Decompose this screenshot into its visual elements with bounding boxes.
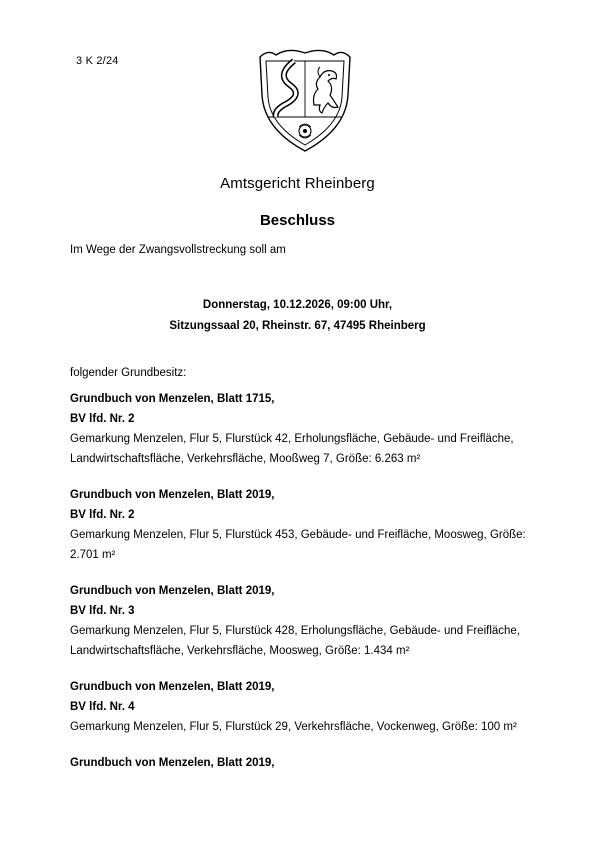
property-intro: folgender Grundbesitz: [70, 367, 187, 379]
property-description: Gemarkung Menzelen, Flur 5, Flurstück 42, Erholungsfläche, Gebäude- und Freifläche, Landwirtschaftsfläche, Verkehrsfläche, Mooßweg 7, Größe: 6.263 m² [70, 433, 514, 465]
coat-of-arms-nrw-icon [254, 47, 356, 155]
hearing-location: Sitzungssaal 20, Rheinstr. 67, 47495 Rheinberg [169, 320, 426, 332]
inventory-number: BV lfd. Nr. 3 [70, 605, 135, 617]
list-item [70, 581, 530, 661]
property-list [70, 389, 530, 789]
list-item [70, 389, 530, 469]
case-number: 3 K 2/24 [76, 55, 119, 67]
inventory-number: BV lfd. Nr. 4 [70, 701, 135, 713]
inventory-number: BV lfd. Nr. 2 [70, 413, 135, 425]
property-description: Gemarkung Menzelen, Flur 5, Flurstück 29, Verkehrsfläche, Vockenweg, Größe: 100 m² [70, 721, 517, 733]
hearing-date: Donnerstag, 10.12.2026, 09:00 Uhr, [202, 299, 393, 311]
land-register-heading: Grundbuch von Menzelen, Blatt 2019, [70, 681, 275, 693]
land-register-heading: Grundbuch von Menzelen, Blatt 2019, [70, 585, 275, 597]
list-item [70, 753, 530, 773]
hearing-date-block [0, 295, 595, 337]
inventory-number: BV lfd. Nr. 2 [70, 509, 135, 521]
list-item [70, 485, 530, 565]
property-description: Gemarkung Menzelen, Flur 5, Flurstück 453, Gebäude- und Freifläche, Moosweg, Größe: 2.701 m² [70, 529, 526, 561]
intro-text: Im Wege der Zwangsvollstreckung soll am [70, 244, 286, 256]
court-name: Amtsgericht Rheinberg [220, 175, 375, 192]
list-item [70, 677, 530, 737]
land-register-heading: Grundbuch von Menzelen, Blatt 2019, [70, 757, 275, 769]
document-title: Beschluss [259, 212, 336, 229]
property-description: Gemarkung Menzelen, Flur 5, Flurstück 428, Erholungsfläche, Gebäude- und Freifläche, Landwirtschaftsfläche, Verkehrsfläche, Moosweg, Größe: 1.434 m² [70, 625, 521, 657]
land-register-heading: Grundbuch von Menzelen, Blatt 2019, [70, 489, 275, 501]
land-register-heading: Grundbuch von Menzelen, Blatt 1715, [70, 393, 275, 405]
